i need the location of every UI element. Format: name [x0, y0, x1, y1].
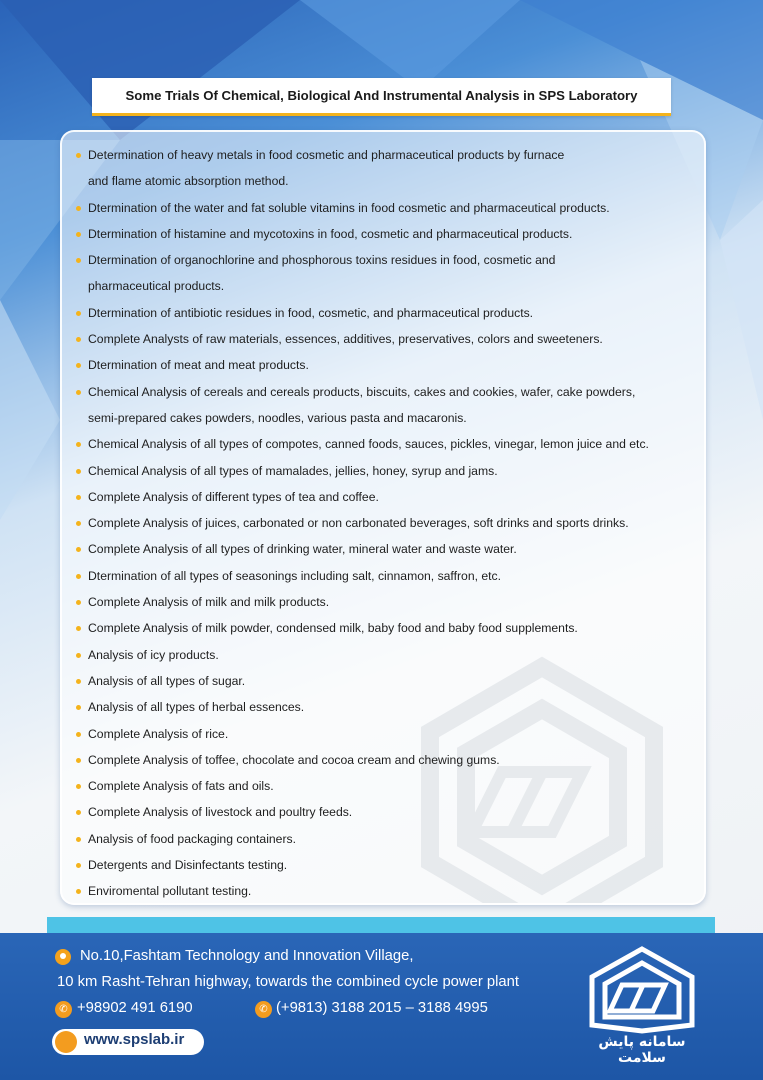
list-item-text: semi-prepared cakes powders, noodles, various pasta and macaronis. [88, 410, 467, 425]
bullet-icon [76, 837, 81, 842]
footer [0, 933, 763, 1080]
analysis-list [74, 142, 704, 905]
list-item [74, 694, 704, 720]
address-line-2: 10 km Rasht-Tehran highway, towards the combined cycle power plant [57, 974, 519, 990]
analysis-list-panel [60, 130, 706, 905]
list-item [74, 326, 704, 352]
bullet-icon [76, 810, 81, 815]
list-item-text: Enviromental pollutant testing. [88, 884, 252, 899]
list-item [74, 300, 704, 326]
list-item [74, 747, 704, 773]
bullet-icon [76, 232, 81, 237]
page-title: Some Trials Of Chemical, Biological And Instrumental Analysis in SPS Laboratory [125, 88, 638, 103]
list-item [74, 379, 704, 405]
list-item-text: Dtermination of all types of seasonings including salt, cinnamon, saffron, etc. [88, 568, 502, 583]
title-bar [92, 78, 671, 116]
list-item-text: Analysis of icy products. [88, 647, 219, 662]
list-item [74, 510, 704, 536]
list-item-text: Dtermination of antibiotic residues in food, cosmetic, and pharmaceutical products. [88, 305, 534, 320]
list-item [74, 773, 704, 799]
list-item [74, 668, 704, 694]
list-item [74, 799, 704, 825]
list-item-text: Complete Analysis of milk powder, condensed milk, baby food and baby food supplements. [88, 621, 578, 636]
list-item-text: Complete Analysts of raw materials, essences, additives, preservatives, colors and sweeteners. [88, 332, 603, 347]
list-item-text: Analysis of all types of sugar. [88, 673, 246, 688]
list-item [74, 484, 704, 510]
bullet-icon [76, 311, 81, 316]
bullet-icon [76, 705, 81, 710]
list-item-text: Dtermination of the water and fat soluble vitamins in food cosmetic and pharmaceutical products. [88, 200, 610, 215]
bullet-icon [76, 863, 81, 868]
list-item [74, 589, 704, 615]
bullet-icon [76, 547, 81, 552]
logo-text: سامانه پایش سلامت [598, 1034, 686, 1066]
list-item [74, 536, 704, 562]
list-item [74, 431, 704, 457]
list-item-text: Detergents and Disinfectants testing. [88, 858, 288, 873]
list-item [74, 458, 704, 484]
list-item-text: Complete Analysis of juices, carbonated or non carbonated beverages, soft drinks and sports drinks. [88, 516, 629, 531]
location-pin-icon [55, 949, 71, 965]
mobile-number[interactable]: +98902 491 6190 [77, 1000, 193, 1016]
list-item-text: Complete Analysis of rice. [88, 726, 229, 741]
bullet-icon [76, 626, 81, 631]
list-item [74, 721, 704, 747]
list-item-text: Chemical Analysis of all types of compotes, canned foods, sauces, pickles, vinegar, lemon juice and etc. [88, 437, 649, 452]
list-item [74, 826, 704, 852]
list-item [74, 878, 704, 904]
list-item-text: Complete Analysis of milk and milk products. [88, 595, 330, 610]
list-item-text: Complete Analysis of livestock and poultry feeds. [88, 805, 353, 820]
accent-bar [47, 917, 715, 933]
bullet-icon [76, 206, 81, 211]
bullet-icon [76, 337, 81, 342]
globe-icon [55, 1031, 77, 1053]
bullet-icon [76, 521, 81, 526]
bullet-icon [76, 758, 81, 763]
bullet-icon [76, 153, 81, 158]
list-item-continuation [74, 273, 704, 299]
list-item [74, 563, 704, 589]
bullet-icon [76, 442, 81, 447]
list-item [74, 247, 704, 273]
list-item-text: Complete Analysis of different types of tea and coffee. [88, 489, 379, 504]
list-item [74, 615, 704, 641]
bullet-icon [76, 600, 81, 605]
bullet-icon [76, 469, 81, 474]
website-link[interactable]: www.spslab.ir [84, 1031, 185, 1048]
bullet-icon [76, 495, 81, 500]
whatsapp-icon: ✆ [55, 1001, 72, 1018]
bullet-icon [76, 679, 81, 684]
bullet-icon [76, 258, 81, 263]
bullet-icon [76, 889, 81, 894]
list-item-text: Complete Analysis of all types of drinking water, mineral water and waste water. [88, 542, 517, 557]
bullet-icon [76, 363, 81, 368]
list-item-text: pharmaceutical products. [88, 279, 225, 294]
list-item-text: and flame atomic absorption method. [88, 174, 289, 189]
list-item-text: Determination of heavy metals in food cosmetic and pharmaceutical products by furnace [88, 148, 565, 162]
list-item [74, 195, 704, 221]
list-item-continuation [74, 405, 704, 431]
bullet-icon [76, 732, 81, 737]
phone-icon: ✆ [255, 1001, 272, 1018]
bullet-icon [76, 390, 81, 395]
list-item-text: Analysis of all types of herbal essences. [88, 700, 305, 715]
list-item-text: Dtermination of organochlorine and phosphorous toxins residues in food, cosmetic and [88, 253, 556, 268]
list-item-text: Complete Analysis of toffee, chocolate and cocoa cream and chewing gums. [88, 752, 500, 767]
phone-numbers[interactable]: (+9813) 3188 2015 – 3188 4995 [276, 1000, 488, 1016]
list-item [74, 142, 704, 168]
list-item [74, 642, 704, 668]
list-item-text: Dtermination of histamine and mycotoxins in food, cosmetic and pharmaceutical products. [88, 226, 573, 241]
list-item-text: Chemical Analysis of cereals and cereals products, biscuits, cakes and cookies, wafer, cake powders, [88, 384, 636, 399]
list-item-text: Chemical Analysis of all types of mamalades, jellies, honey, syrup and jams. [88, 463, 498, 478]
bullet-icon [76, 653, 81, 658]
address-line-1: No.10,Fashtam Technology and Innovation Village, [80, 948, 414, 964]
list-item [74, 352, 704, 378]
list-item [74, 852, 704, 878]
list-item-continuation [74, 168, 704, 194]
bullet-icon [76, 784, 81, 789]
list-item-text: Complete Analysis of fats and oils. [88, 779, 274, 794]
bullet-icon [76, 574, 81, 579]
list-item [74, 221, 704, 247]
list-item-text: Analysis of food packaging containers. [88, 831, 296, 846]
list-item-text: Dtermination of meat and meat products. [88, 358, 309, 373]
